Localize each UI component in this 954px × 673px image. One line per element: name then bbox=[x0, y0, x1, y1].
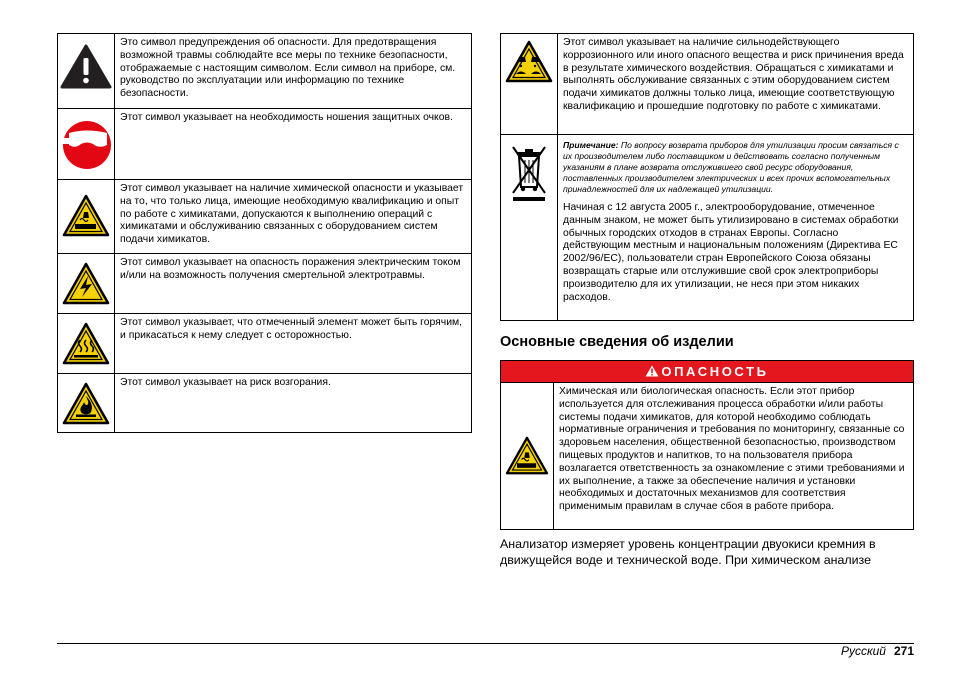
table-row bbox=[501, 383, 914, 530]
electric-shock-icon bbox=[62, 262, 110, 306]
note bbox=[563, 140, 908, 195]
chemical-hazard-icon bbox=[505, 436, 549, 476]
page-footer bbox=[841, 644, 914, 658]
table-row bbox=[58, 374, 472, 433]
danger-box bbox=[500, 360, 914, 530]
symbol-description: Этот символ указывает на риск возгорания. bbox=[115, 374, 472, 433]
table-row bbox=[501, 135, 914, 321]
symbol-description: Это символ предупреждения об опасности. Для предотвращения возможной травмы соблюдайте все меры по технике безопасности, отображаемые с настоящим символом. Если символ на приборе, см. руководство по эксплуатации или информацию по технике безопасности. bbox=[115, 34, 472, 109]
note-text: По вопросу возврата приборов для утилизации просим связаться с их производителем либо поставщиком и действовать согласно полученным указаниям в плане возврата отслужившего свой ресурс оборудования, поставленных производителем электрических и всех прочих вспомогательных принадлежностей для их надлежащей утилизации. bbox=[563, 140, 899, 194]
symbol-description: Этот символ указывает на необходимость ношения защитных очков. bbox=[115, 109, 472, 180]
table-row bbox=[58, 180, 472, 254]
symbol-description: Этот символ указывает, что отмеченный элемент может быть горячим, и прикасаться к нему следует с осторожностью. bbox=[115, 314, 472, 374]
table-row bbox=[58, 34, 472, 109]
table-row bbox=[58, 109, 472, 180]
danger-description: Химическая или биологическая опасность. Если этот прибор используется для отслеживания процесса обработки и/или работы системы подачи химикатов, для которой необходимо соблюдать нормативные ограничения и требования по мониторингу, связанные со здоровьем населения, общественной безопасностью, производством пищевых продуктов и напитков, то на пользователя прибора возлагается ответственность за ознакомление с этими требованиями и их выполнение, а также за обеспечение наличия и установки необходимых и достаточных механизмов для соответствия применимым правилам в случае сбоя в работе прибора. bbox=[554, 383, 914, 530]
eye-protection-icon bbox=[59, 116, 113, 172]
body-paragraph: Анализатор измеряет уровень концентрации двуокиси кремния в движущейся воде и технической воде. При химическом анализе bbox=[500, 537, 876, 567]
symbol-description: Этот символ указывает на опасность поражения электрическим током и/или на возможность получения смертельной электротравмы. bbox=[115, 254, 472, 314]
table-row bbox=[58, 254, 472, 314]
table-row bbox=[501, 34, 914, 135]
symbols-table-left bbox=[57, 33, 472, 433]
hot-surface-icon bbox=[62, 322, 110, 366]
corrosive-substance-icon bbox=[505, 40, 553, 84]
fire-hazard-icon bbox=[62, 382, 110, 426]
symbol-description: Этот символ указывает на наличие химической опасности и указывает на то, что только лица, имеющие необходимую квалификацию и опыт по работе с химикатами, допускаются к выполнению операций с химикатами и обслуживанию связанных с оборудованием систем подачи химикатов. bbox=[115, 180, 472, 254]
symbol-description: Начиная с 12 августа 2005 г., электрооборудование, отмеченное данным знаком, не может быть утилизировано в системах обработки обычных городских отходов в странах Европы. Согласно действующим местным и национальным положениям (Директива ЕС 2002/96/ЕС), пользователи стран Европейского Союза обязаны возвращать старые или отслужившие свой срок электроприборы производителю для их утилизации, не неся при этом никаких расходов. bbox=[563, 202, 899, 303]
footer-divider bbox=[57, 643, 914, 644]
chemical-hazard-icon bbox=[62, 194, 110, 238]
symbols-table-right bbox=[500, 33, 914, 321]
section-title: Основные сведения об изделии bbox=[500, 334, 734, 350]
note-label: Примечание: bbox=[563, 140, 619, 150]
crossed-bin-icon bbox=[505, 143, 553, 203]
warning-triangle-icon bbox=[645, 365, 659, 377]
page-number: 271 bbox=[893, 644, 914, 658]
warning-triangle-icon bbox=[59, 43, 113, 91]
danger-header-label: ОПАСНОСТЬ bbox=[661, 364, 769, 379]
symbol-description: Этот символ указывает на наличие сильнодействующего коррозионного или иного опасного вещества и риск причинения вреда в результате химического воздействия. Обращаться с химикатами и выполнять обслуживание связанных с этим оборудованием систем подачи химикатов должны только лица, имеющие соответствующую квалификацию и прошедшие подготовку по работе с химикатами. bbox=[558, 34, 914, 135]
danger-header bbox=[501, 361, 913, 382]
footer-language: Русский bbox=[840, 644, 886, 658]
table-row bbox=[58, 314, 472, 374]
